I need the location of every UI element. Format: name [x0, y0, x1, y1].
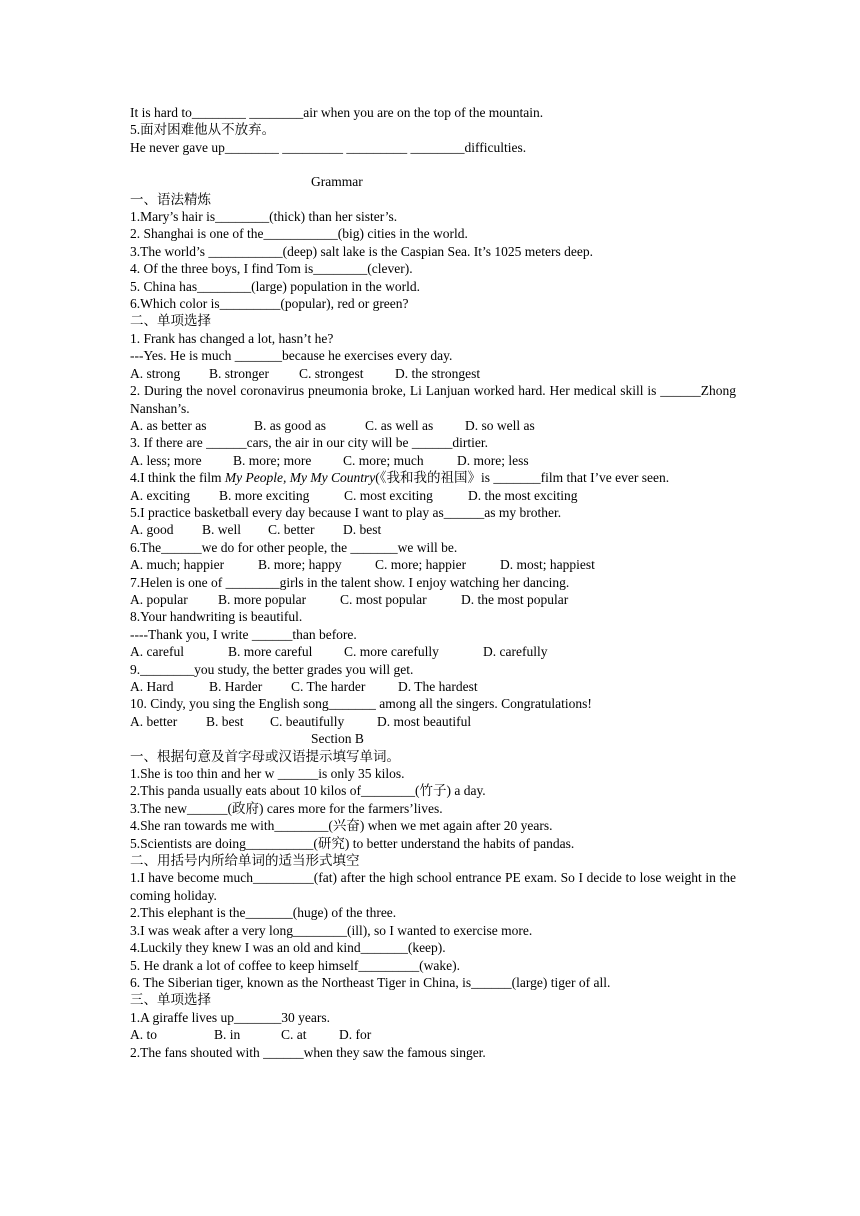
option: A. better: [130, 713, 178, 729]
question-stem: 1.A giraffe lives up_______30 years.: [130, 1009, 330, 1025]
exercise-item: 2.This elephant is the_______(huge) of the three.: [130, 905, 397, 921]
option: B. more popular: [218, 591, 307, 607]
stem-text: 4.I think the film: [130, 470, 225, 486]
exercise-item: 5. He drank a lot of coffee to keep himself_________(wake).: [130, 957, 461, 973]
exercise-item: 3.The world’s ___________(deep) salt lake is the Caspian Sea. It’s 1025 meters deep.: [130, 243, 594, 259]
option: A. careful: [130, 644, 184, 660]
option: C. most exciting: [344, 487, 433, 503]
option: A. popular: [130, 591, 188, 607]
option: D. most beautiful: [377, 713, 472, 729]
question-stem: 7.Helen is one of ________girls in the talent show. I enjoy watching her dancing.: [130, 574, 570, 590]
exercise-item: 4. Of the three boys, I find Tom is________(clever).: [130, 261, 413, 277]
exercise-item: 5.Scientists are doing__________(研究) to better understand the habits of pandas.: [130, 835, 575, 851]
option: B. Harder: [209, 679, 263, 694]
question-stem: 1. Frank has changed a lot, hasn’t he?: [130, 330, 334, 346]
question-stem: ----Thank you, I write ______than before.: [130, 626, 357, 642]
option: C. more; much: [343, 452, 424, 468]
option: A. Hard: [130, 679, 174, 694]
exercise-item: 3.The new______(政府) cares more for the farmers’lives.: [130, 800, 443, 816]
question-stem: [130, 469, 736, 486]
question-stem: 3. If there are ______cars, the air in our city will be ______dirtier.: [130, 435, 489, 451]
options-row: [130, 643, 736, 660]
option: D. best: [343, 522, 382, 538]
option: B. well: [202, 522, 241, 538]
option: B. more; happy: [258, 557, 342, 573]
option: C. more carefully: [344, 644, 439, 660]
option: A. good: [130, 522, 174, 538]
option: D. The hardest: [398, 679, 478, 694]
exercise-item: 3.I was weak after a very long________(ill), so I wanted to exercise more.: [130, 922, 533, 938]
option: D. carefully: [483, 644, 548, 660]
option: A. as better as: [130, 417, 207, 433]
options-row: [130, 521, 736, 538]
option: C. as well as: [365, 417, 434, 433]
option: D. the strongest: [395, 365, 481, 381]
question-stem: 6.The______we do for other people, the _______we will be.: [130, 539, 458, 555]
option: B. in: [214, 1027, 241, 1043]
question-stem: 2. During the novel coronavirus pneumonia broke, Li Lanjuan worked hard. Her medical skill is ______Zhong Nanshan’s.: [130, 383, 736, 416]
option: A. much; happier: [130, 557, 225, 573]
section-b-title: Section B: [311, 731, 364, 747]
options-row: [130, 556, 736, 573]
exercise-item: 2. Shanghai is one of the___________(big) cities in the world.: [130, 226, 468, 242]
section-heading: 二、用括号内所给单词的适当形式填空: [130, 853, 360, 869]
question-stem: 9.________you study, the better grades you will get.: [130, 661, 414, 677]
option: C. better: [268, 522, 315, 538]
exercise-item: 4.She ran towards me with________(兴奋) when we met again after 20 years.: [130, 818, 553, 834]
exercise-item: 5. China has________(large) population in the world.: [130, 278, 420, 294]
options-row: [130, 591, 736, 608]
option: A. strong: [130, 365, 181, 381]
option: D. more; less: [457, 452, 529, 468]
exercise-item: 4.Luckily they knew I was an old and kind_______(keep).: [130, 940, 446, 956]
option: D. most; happiest: [500, 557, 595, 573]
option: D. for: [339, 1027, 372, 1043]
option: C. more; happier: [375, 557, 467, 573]
options-row: [130, 365, 736, 382]
section-heading: 一、根据句意及首字母或汉语提示填写单词。: [130, 748, 400, 764]
option: B. more exciting: [219, 487, 310, 503]
exercise-item: 1.Mary’s hair is________(thick) than her sister’s.: [130, 209, 398, 225]
worksheet-content: [130, 104, 736, 1061]
sentence-line: It is hard to________ ________air when you are on the top of the mountain.: [130, 105, 544, 120]
exercise-item: 1.She is too thin and her w ______is only 35 kilos.: [130, 766, 405, 782]
options-row: [130, 678, 736, 695]
exercise-item: 2.This panda usually eats about 10 kilos of________(竹子) a day.: [130, 783, 486, 799]
section-heading: 二、单项选择: [130, 313, 211, 329]
option: C. most popular: [340, 591, 427, 607]
chinese-prompt: 5.面对困难他从不放弃。: [130, 122, 276, 138]
spacer: [130, 156, 736, 173]
options-row: [130, 713, 736, 730]
option: C. beautifully: [270, 713, 345, 729]
question-stem: 10. Cindy, you sing the English song_______ among all the singers. Congratulations!: [130, 696, 592, 712]
grammar-title: Grammar: [311, 174, 363, 190]
options-row: [130, 1026, 736, 1043]
option: B. best: [206, 713, 244, 729]
question-stem: 8.Your handwriting is beautiful.: [130, 609, 303, 625]
option: D. the most popular: [461, 591, 569, 607]
options-row: [130, 487, 736, 504]
question-stem: ---Yes. He is much _______because he exercises every day.: [130, 348, 453, 364]
option: D. so well as: [465, 417, 535, 433]
stem-text: (《我和我的祖国》is _______film that I’ve ever seen.: [375, 470, 670, 486]
exercise-item: 6. The Siberian tiger, known as the Northeast Tiger in China, is______(large) tiger of all.: [130, 974, 611, 990]
section-heading: 一、语法精炼: [130, 191, 211, 207]
option: D. the most exciting: [468, 487, 578, 503]
exercise-item: 1.I have become much_________(fat) after the high school entrance PE exam. So I decide to lose weight in the coming holiday.: [130, 870, 736, 903]
section-heading: 三、单项选择: [130, 992, 211, 1008]
option: A. less; more: [130, 452, 202, 468]
sentence-line: He never gave up________ _________ _________ ________difficulties.: [130, 139, 527, 155]
option: B. stronger: [209, 365, 269, 381]
question-stem: 2.The fans shouted with ______when they saw the famous singer.: [130, 1044, 486, 1060]
option: B. as good as: [254, 417, 326, 433]
question-stem: 5.I practice basketball every day because I want to play as______as my brother.: [130, 504, 562, 520]
options-row: [130, 417, 736, 434]
option: B. more careful: [228, 644, 313, 660]
option: A. exciting: [130, 487, 190, 503]
option: C. The harder: [291, 679, 366, 694]
option: C. at: [281, 1027, 307, 1043]
film-title: My People, My My Country: [224, 470, 376, 486]
option: B. more; more: [233, 452, 312, 468]
exercise-item: 6.Which color is_________(popular), red or green?: [130, 296, 409, 312]
option: A. to: [130, 1027, 157, 1043]
option: C. strongest: [299, 365, 364, 381]
options-row: [130, 452, 736, 469]
